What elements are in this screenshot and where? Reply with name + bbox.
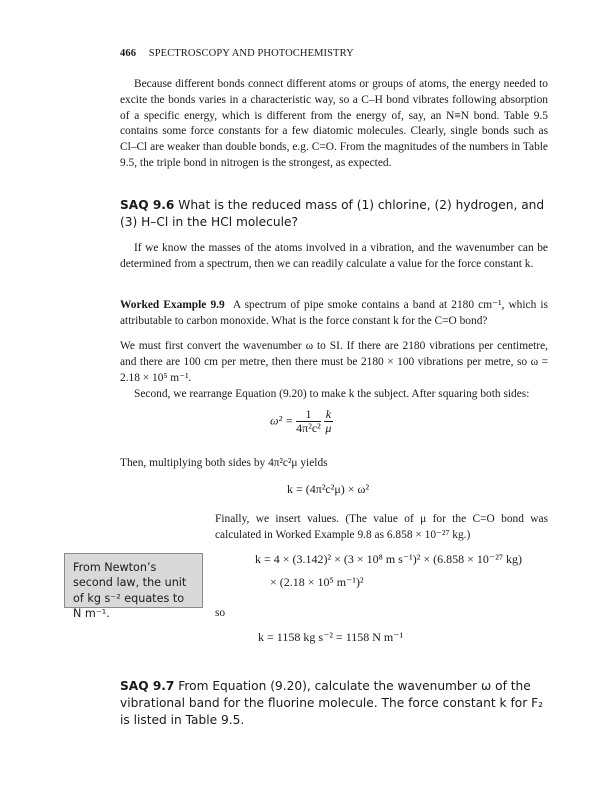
paragraph-rearrange: Second, we rearrange Equation (9.20) to make k the subject. After squaring both sides: xyxy=(134,388,530,400)
paragraph-bond-energies: Because different bonds connect different atoms or groups of atoms, the energy needed to excite the bonds varies in a characteristic way, so a C–H bond vibrates following absorption of a specific energy, which is different from the energy of, say, an N≡N bond. Table 9.5 contains some force constants for a few diatomic molecules. Clearly, single bonds such as Cl–Cl are weaker than double bonds, e.g. C=O. From the magnitudes of the numbers in Table 9.5, the triple bond in nitrogen is the strongest, as expected. xyxy=(120,78,548,169)
saq-9-7 xyxy=(120,678,548,728)
paragraph-insert-values: Finally, we insert values. (The value of μ for the C=O bond was calculated in Worked Example 9.8 as 6.858 × 10⁻²⁷ kg.) xyxy=(215,513,548,541)
so-connector: so xyxy=(215,607,226,619)
eq1-frac1-numerator: 1 xyxy=(296,408,321,422)
equation-k-result: k = 1158 kg s⁻² = 1158 N m⁻¹ xyxy=(258,630,404,644)
eq1-frac1-denominator: 4π²c² xyxy=(296,421,321,435)
equation-k-expression: k = (4π²c²μ) × ω² xyxy=(287,482,370,496)
running-header xyxy=(120,48,354,59)
paragraph-force-constant: If we know the masses of the atoms involved in a vibration, and the wavenumber can be determined from a spectrum, then we can readily calculate a value for the force constant k. xyxy=(120,242,548,270)
paragraph-convert-si: We must first convert the wavenumber ω to SI. If there are 2180 vibrations per centimetre, and there are 100 cm per metre, then there must be 2180 × 100 vibrations per metre, so ω = 2.18 × 10⁵ m⁻¹. xyxy=(120,340,548,384)
saq-9-6-label: SAQ 9.6 xyxy=(120,198,175,212)
equation-k-values-line-2: × (2.18 × 10⁵ m⁻¹)² xyxy=(270,575,364,589)
equation-omega-squared xyxy=(270,408,333,435)
eq1-lhs: ω² = xyxy=(270,413,294,428)
running-title: SPECTROSCOPY AND PHOTOCHEMISTRY xyxy=(148,48,354,59)
worked-example-text: A spectrum of pipe smoke contains a band at 2180 cm⁻¹, which is attributable to carbon monoxide. What is the force constant k for the C=O bond? xyxy=(120,299,548,327)
eq1-frac2-denominator: μ xyxy=(325,421,332,435)
eq1-fraction-2 xyxy=(324,408,333,435)
eq1-frac2-numerator: k xyxy=(325,407,332,421)
paragraph-multiplying: Then, multiplying both sides by 4π²c²μ yields xyxy=(120,457,328,469)
margin-note: From Newton’s second law, the unit of kg s⁻² equates to N m⁻¹. xyxy=(64,553,203,608)
saq-9-6-text: What is the reduced mass of (1) chlorine, (2) hydrogen, and (3) H–Cl in the HCl molecule? xyxy=(120,198,545,229)
eq1-fraction-1 xyxy=(296,408,321,435)
page-number: 466 xyxy=(120,48,137,59)
saq-9-6 xyxy=(120,197,548,231)
saq-9-7-text: From Equation (9.20), calculate the wavenumber ω of the vibrational band for the fluorine molecule. The force constant k for F₂ is listed in Table 9.5. xyxy=(120,679,543,727)
equation-k-values-line-1: k = 4 × (3.142)² × (3 × 10⁸ m s⁻¹)² × (6.858 × 10⁻²⁷ kg) xyxy=(255,552,523,566)
saq-9-7-label: SAQ 9.7 xyxy=(120,679,175,693)
worked-example-9-9 xyxy=(120,298,548,330)
worked-example-label: Worked Example 9.9 xyxy=(120,299,225,311)
